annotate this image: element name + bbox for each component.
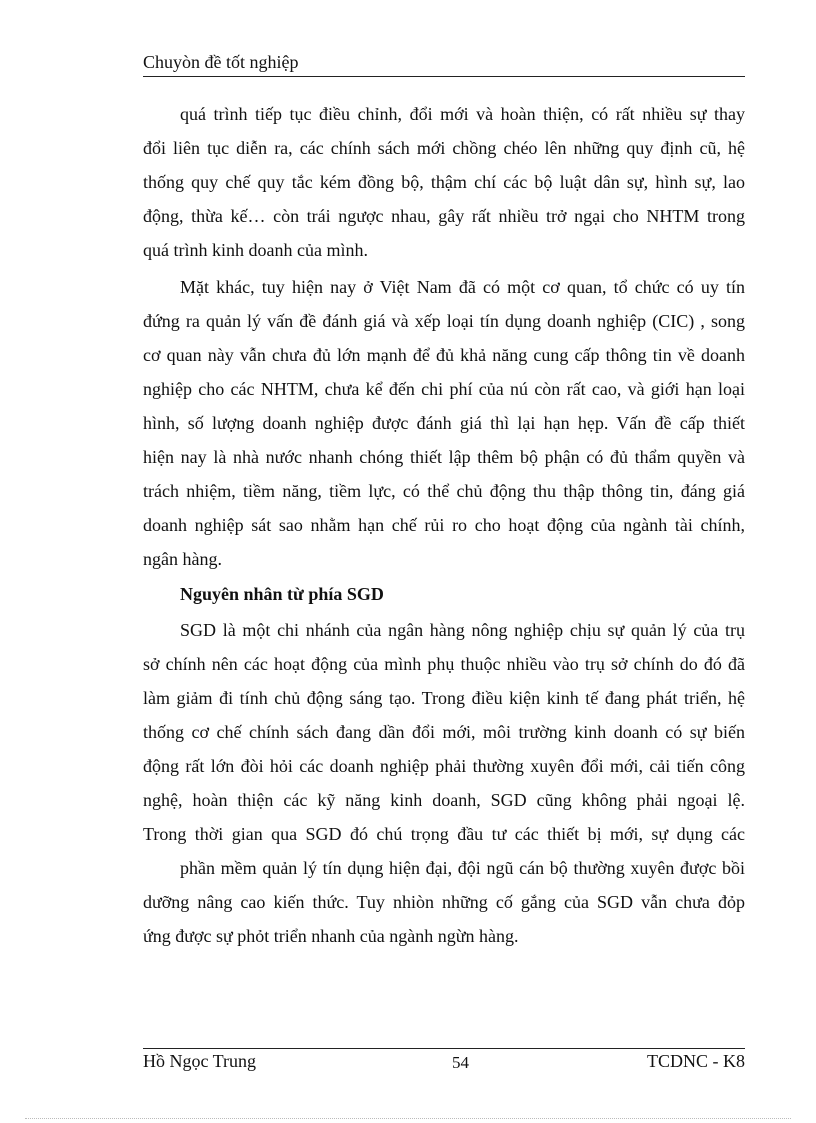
footer-rule [143, 1048, 745, 1049]
section-heading: Nguyên nhân từ phía SGD [180, 584, 384, 604]
text-line: đứng ra quản lý vấn đề đánh giá và xếp loại tín dụng doanh nghiệp (CIC) , song [143, 311, 745, 331]
text-line: quá trình kinh doanh của mình. [143, 240, 368, 260]
text-line: hiện nay là nhà nước nhanh chóng thiết lập thêm bộ phận có đủ thẩm quyền và [143, 447, 745, 467]
text-line: ngân hàng. [143, 549, 222, 569]
text-line: quá trình tiếp tục điều chỉnh, đổi mới và hoàn thiện, có rất nhiều sự thay [180, 104, 745, 124]
text-line: SGD là một chi nhánh của ngân hàng nông nghiệp chịu sự quản lý của trụ [180, 620, 745, 640]
footer-class: TCDNC - K8 [647, 1051, 745, 1071]
footer-author: Hồ Ngọc Trung [143, 1051, 257, 1071]
header-title: Chuyòn đề tốt nghiệp [143, 52, 299, 72]
text-line: dưỡng nâng cao kiến thức. Tuy nhiòn những cố gắng của SGD vẫn chưa đỏp [143, 892, 745, 912]
page-bottom-border [25, 1118, 791, 1119]
text-line: động, thừa kế… còn trái ngược nhau, gây rất nhiều trở ngại cho NHTM trong [143, 206, 745, 226]
text-line: ứng được sự phỏt triển nhanh của ngành ngừn hàng. [143, 926, 519, 946]
text-line: nghiệp cho các NHTM, chưa kể đến chi phí của nú còn rất cao, và giới hạn loại [143, 379, 745, 399]
text-line: sở chính nên các hoạt động của mình phụ thuộc nhiều vào trụ sở chính do đó đã [143, 654, 745, 674]
text-line: Trong thời gian qua SGD đó chú trọng đầu tư các thiết bị mới, sự dụng các [143, 824, 745, 844]
header-rule [143, 76, 745, 77]
text-line: phần mềm quản lý tín dụng hiện đại, đội ngũ cán bộ thường xuyên được bồi [180, 858, 745, 878]
text-line: hình, số lượng doanh nghiệp được đánh giá thì lại hạn hẹp. Vấn đề cấp thiết [143, 413, 745, 433]
text-line: thống cơ chế chính sách đang dần đổi mới, môi trường kinh doanh có sự biến [143, 722, 745, 742]
text-line: làm giảm đi tính chủ động sáng tạo. Trong điều kiện kinh tế đang phát triển, hệ [143, 688, 745, 708]
text-line: đổi liên tục diễn ra, các chính sách mới chồng chéo lên những quy định cũ, hệ [143, 138, 745, 158]
text-line: thống quy chế quy tắc kém đồng bộ, thậm chí các bộ luật dân sự, hình sự, lao [143, 172, 745, 192]
page-number: 54 [452, 1053, 469, 1072]
text-line: doanh nghiệp sát sao nhằm hạn chế rủi ro cho hoạt động của ngành tài chính, [143, 515, 745, 535]
text-line: Mặt khác, tuy hiện nay ở Việt Nam đã có một cơ quan, tổ chức có uy tín [180, 277, 745, 297]
text-line: trách nhiệm, tiềm năng, tiềm lực, có thể chủ động thu thập thông tin, đáng giá [143, 481, 745, 501]
text-line: nghệ, hoàn thiện các kỹ năng kinh doanh, SGD cũng không phải ngoại lệ. [143, 790, 745, 810]
text-line: cơ quan này vẫn chưa đủ lớn mạnh để đủ khả năng cung cấp thông tin về doanh [143, 345, 745, 365]
text-line: động rất lớn đòi hỏi các doanh nghiệp phải thường xuyên đổi mới, cải tiến công [143, 756, 745, 776]
